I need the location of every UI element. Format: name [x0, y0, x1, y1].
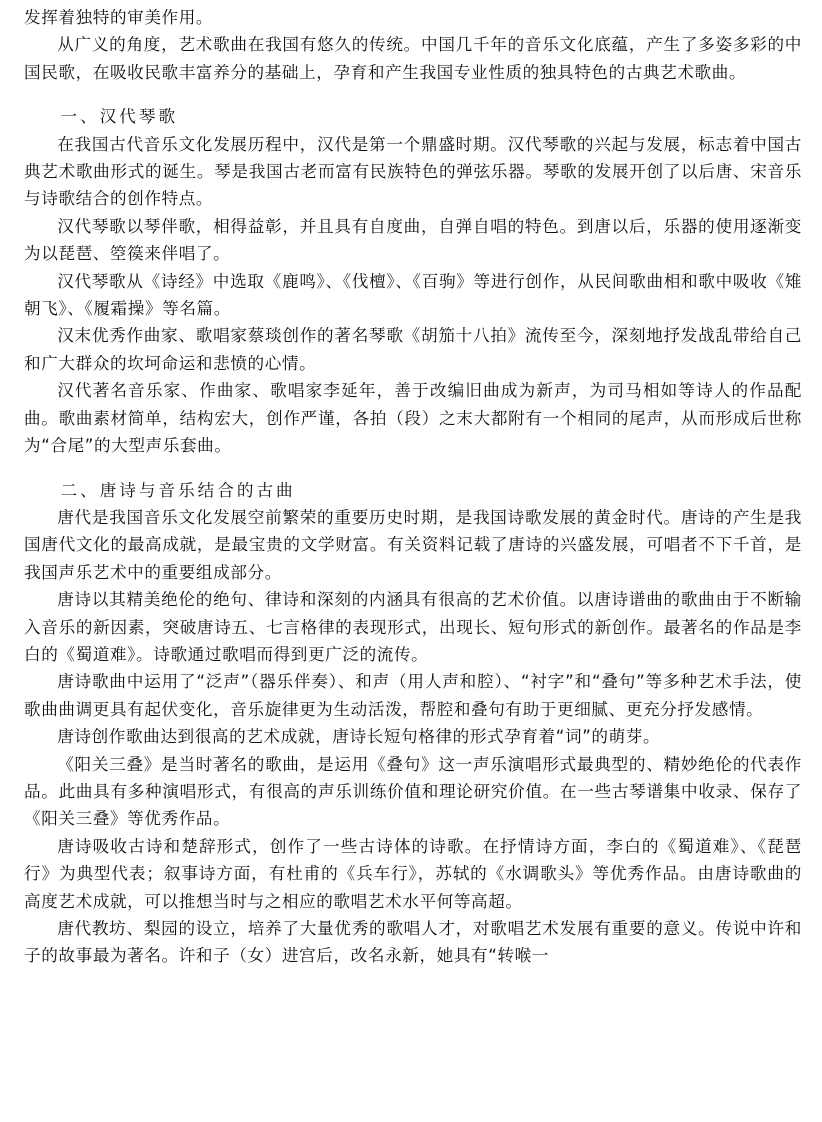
paragraph-han-2: 汉代琴歌以琴伴歌，相得益彰，并且具有自度曲，自弹自唱的特色。到唐以后，乐器的使用逐渐变为以琵琶、箜篌来伴唱了。	[24, 216, 802, 264]
paragraph-intro: 从广义的角度，艺术歌曲在我国有悠久的传统。中国几千年的音乐文化底蕴，产生了多姿多彩的中国民歌，在吸收民歌丰富养分的基础上，孕育和产生我国专业性质的独具特色的古典艺术歌曲。	[24, 35, 802, 82]
paragraph-continuation: 发挥着独特的审美作用。	[24, 8, 214, 27]
paragraph-tang-6: 唐诗吸收古诗和楚辞形式，创作了一些古诗体的诗歌。在抒情诗方面，李白的《蜀道难》、《琵琶行》为典型代表；叙事诗方面，有杜甫的《兵车行》，苏轼的《水调歌头》等优秀作品。由唐诗歌曲的高度艺术成就，可以推想当时与之相应的歌唱艺术水平何等高超。	[24, 836, 802, 911]
paragraph-han-4: 汉末优秀作曲家、歌唱家蔡琰创作的著名琴歌《胡笳十八拍》流传至今，深刻地抒发战乱带给自己和广大群众的坎坷命运和悲愤的心情。	[24, 326, 802, 373]
section-heading-tang-poetry: 二、唐诗与音乐结合的古曲	[60, 480, 296, 500]
paragraph-han-3: 汉代琴歌从《诗经》中选取《鹿鸣》、《伐檀》、《百驹》等进行创作，从民间歌曲相和歌中吸收《雉朝飞》、《履霜操》等名篇。	[24, 271, 802, 319]
paragraph-tang-1: 唐代是我国音乐文化发展空前繁荣的重要历史时期，是我国诗歌发展的黄金时代。唐诗的产生是我国唐代文化的最高成就，是最宝贵的文学财富。有关资料记载了唐诗的兴盛发展，可唱者不下千首，是我国声乐艺术中的重要组成部分。	[24, 507, 802, 582]
paragraph-han-5: 汉代著名音乐家、作曲家、歌唱家李延年，善于改编旧曲成为新声，为司马相如等诗人的作品配曲。歌曲素材简单，结构宏大，创作严谨，各拍（段）之末大都附有一个相同的尾声，从而形成后世称为“合尾”的大型声乐套曲。	[24, 381, 802, 456]
paragraph-tang-7: 唐代教坊、梨园的设立，培养了大量优秀的歌唱人才，对歌唱艺术发展有重要的意义。传说中许和子的故事最为著名。许和子（女）进宫后，改名永新，她具有“转喉一	[24, 919, 802, 966]
paragraph-tang-5: 《阳关三叠》是当时著名的歌曲，是运用《叠句》这一声乐演唱形式最典型的、精妙绝伦的代表作品。此曲具有多种演唱形式，有很高的声乐训练价值和理论研究价值。在一些古琴谱集中收录、保存了《阳关三叠》等优秀作品。	[24, 754, 802, 829]
paragraph-han-1: 在我国古代音乐文化发展历程中，汉代是第一个鼎盛时期。汉代琴歌的兴起与发展，标志着中国古典艺术歌曲形式的诞生。琴是我国古老而富有民族特色的弹弦乐器。琴歌的发展开创了以后唐、宋音乐与诗歌结合的创作特点。	[24, 134, 802, 209]
paragraph-tang-4: 唐诗创作歌曲达到很高的艺术成就，唐诗长短句格律的形式孕育着“词”的萌芽。	[57, 727, 661, 747]
paragraph-tang-3: 唐诗歌曲中运用了“泛声”（器乐伴奏）、和声（用人声和腔）、“衬字”和“叠句”等多种艺术手法，使歌曲曲调更具有起伏变化，音乐旋律更为生动活泼，帮腔和叠句有助于更细腻、更充分抒发感情。	[24, 672, 802, 719]
section-heading-han-qinge: 一、汉代琴歌	[60, 107, 179, 127]
paragraph-tang-2: 唐诗以其精美绝伦的绝句、律诗和深刻的内涵具有很高的艺术价值。以唐诗谱曲的歌曲由于不断输入音乐的新因素，突破唐诗五、七言格律的表现形式，出现长、短句形式的新创作。最著名的作品是李白的《蜀道难》。诗歌通过歌唱而得到更广泛的流传。	[24, 590, 802, 664]
